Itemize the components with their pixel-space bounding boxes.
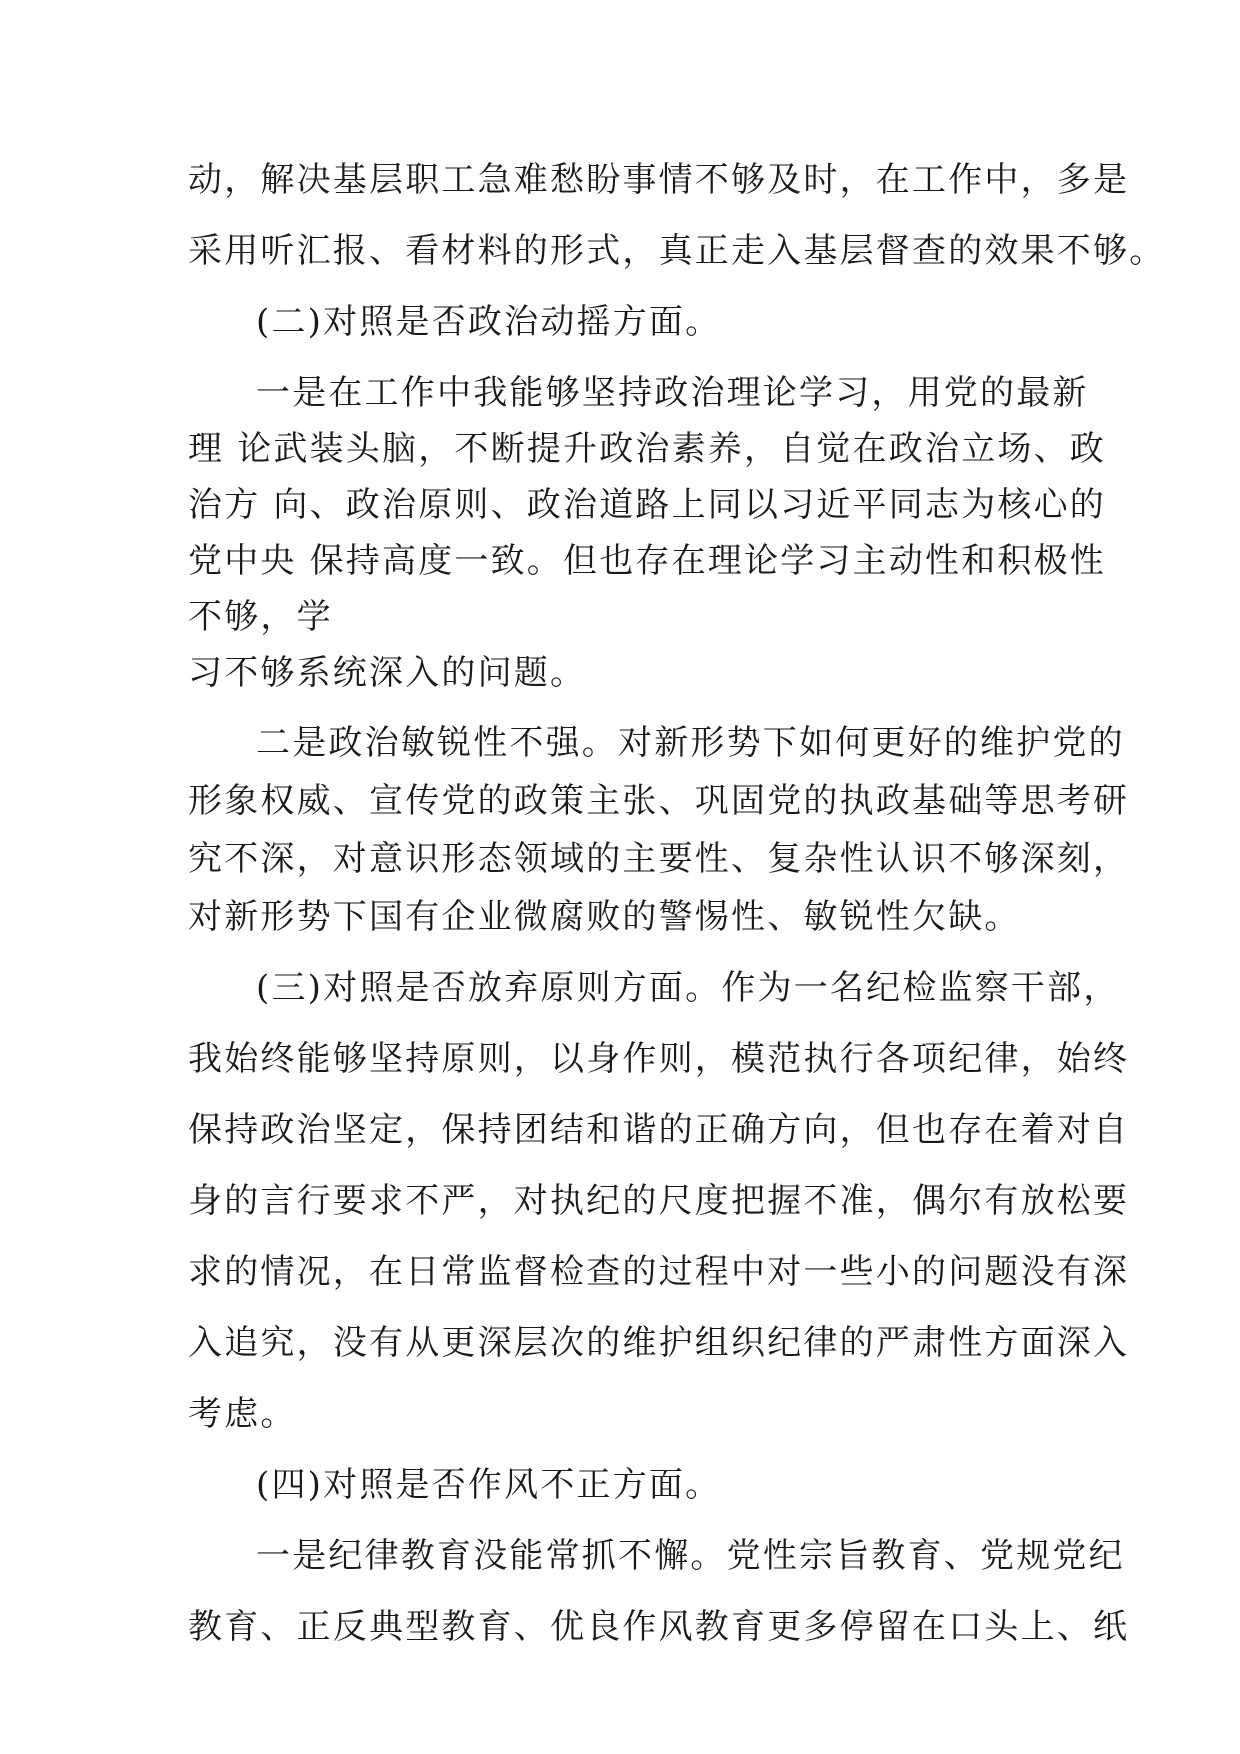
text-line: 一是在工作中我能够坚持政治理论学习，用党的最新 bbox=[256, 373, 1089, 413]
text-line: 不够，学 bbox=[188, 597, 333, 637]
section-heading-2: (二)对照是否政治动摇方面。 bbox=[256, 302, 722, 342]
text-line: 动，解决基层职工急难愁盼事情不够及时，在工作中，多是 bbox=[188, 160, 1130, 200]
text-line: 求的情况，在日常监督检查的过程中对一些小的问题没有深 bbox=[188, 1252, 1130, 1292]
text-line: 采用听汇报、看材料的形式，真正走入基层督查的效果不够。 bbox=[188, 231, 1166, 271]
text-line: 究不深，对意识形态领域的主要性、复杂性认识不够深刻， bbox=[188, 839, 1130, 879]
text-line: 党中央 保持高度一致。但也存在理论学习主动性和积极性 bbox=[188, 541, 1107, 581]
section-heading-4: (四)对照是否作风不正方面。 bbox=[256, 1465, 722, 1505]
text-line: 考虑。 bbox=[188, 1394, 297, 1434]
text-line: 入追究，没有从更深层次的维护组织纪律的严肃性方面深入 bbox=[188, 1323, 1130, 1363]
text-line: 保持政治坚定，保持团结和谐的正确方向，但也存在着对自 bbox=[188, 1110, 1130, 1150]
text-line: 理 论武装头脑，不断提升政治素养，自觉在政治立场、政 bbox=[188, 429, 1107, 469]
text-line: 治方 向、政治原则、政治道路上同以习近平同志为核心的 bbox=[188, 485, 1107, 525]
text-line: 习不够系统深入的问题。 bbox=[188, 653, 587, 693]
text-line: 教育、正反典型教育、优良作风教育更多停留在口头上、纸 bbox=[188, 1607, 1130, 1647]
text-line: 对新形势下国有企业微腐败的警惕性、敏锐性欠缺。 bbox=[188, 897, 1021, 937]
text-line: 一是纪律教育没能常抓不懈。党性宗旨教育、党规党纪 bbox=[256, 1536, 1125, 1576]
text-line: 二是政治敏锐性不强。对新形势下如何更好的维护党的 bbox=[256, 723, 1125, 763]
text-line: 形象权威、宣传党的政策主张、巩固党的执政基础等思考研 bbox=[188, 781, 1130, 821]
text-line: 身的言行要求不严，对执纪的尺度把握不准，偶尔有放松要 bbox=[188, 1181, 1130, 1221]
section-heading-3: (三)对照是否放弃原则方面。作为一名纪检监察干部， bbox=[256, 968, 1120, 1008]
text-line: 我始终能够坚持原则，以身作则，模范执行各项纪律，始终 bbox=[188, 1039, 1130, 1079]
